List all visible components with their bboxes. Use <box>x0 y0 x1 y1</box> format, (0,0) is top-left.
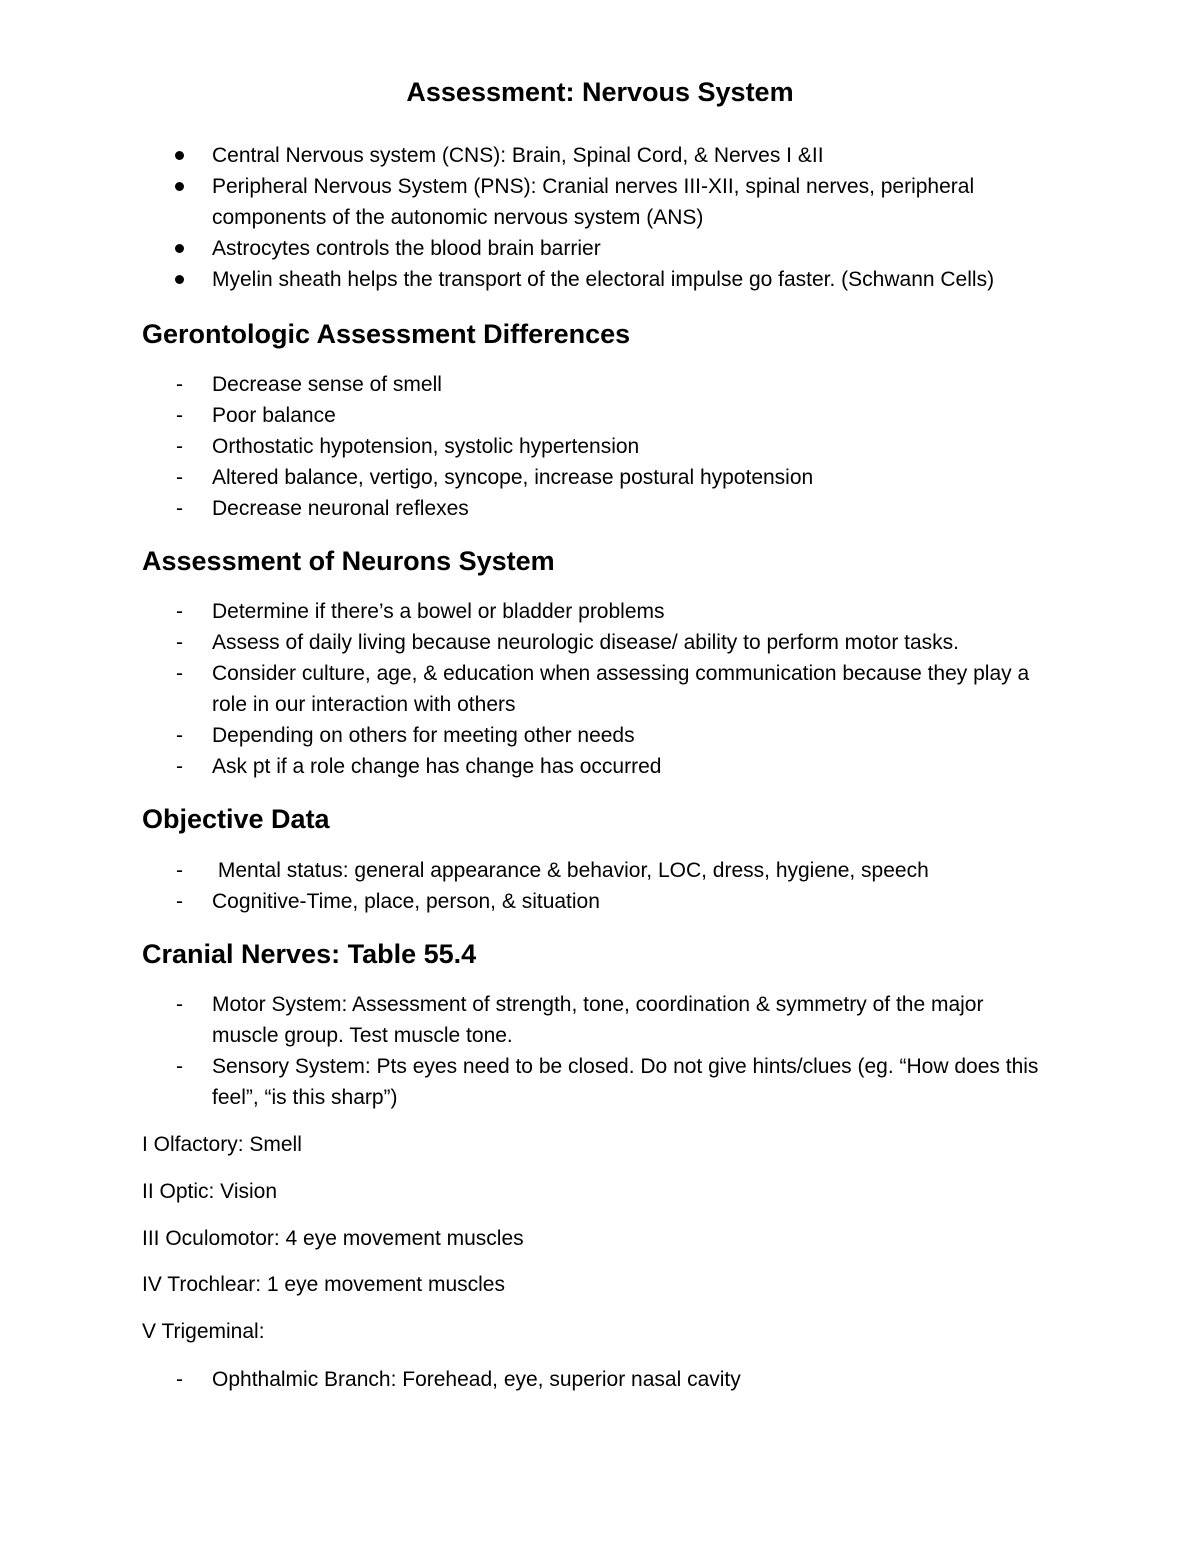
list-item <box>0 1051 1200 1113</box>
dash-marker: - <box>176 600 183 623</box>
list-item <box>0 751 1200 782</box>
list-item <box>0 431 1200 462</box>
list-item-text: Cognitive-Time, place, person, & situation <box>212 890 600 913</box>
bullet-icon <box>175 244 184 253</box>
trigeminal-list <box>0 1364 1200 1395</box>
bullet-icon <box>175 275 184 284</box>
list-item <box>0 1364 1200 1395</box>
dash-marker: - <box>176 373 183 396</box>
list-item <box>0 264 1200 295</box>
document-title: Assessment: Nervous System <box>406 77 794 107</box>
list-item-text: Mental status: general appearance & behavior, LOC, dress, hygiene, speech <box>212 859 929 882</box>
dash-marker: - <box>176 404 183 427</box>
list-item <box>0 400 1200 431</box>
list-item-text: Sensory System: Pts eyes need to be closed. Do not give hints/clues (eg. “How does this feel”, “is this sharp”) <box>212 1055 1039 1109</box>
list-item <box>0 233 1200 264</box>
list-item-text: Orthostatic hypotension, systolic hypertension <box>212 435 640 458</box>
section-heading-objective-data: Objective Data <box>142 804 330 834</box>
dash-marker: - <box>176 890 183 913</box>
list-item <box>0 720 1200 751</box>
list-item-text: Astrocytes controls the blood brain barrier <box>212 237 601 260</box>
gerontologic-list <box>0 369 1200 524</box>
list-item <box>0 596 1200 627</box>
nerve-line-trochlear: IV Trochlear: 1 eye movement muscles <box>142 1273 505 1296</box>
list-item <box>0 989 1200 1051</box>
dash-marker: - <box>176 435 183 458</box>
dash-marker: - <box>176 993 183 1016</box>
nerve-line-oculomotor: III Oculomotor: 4 eye movement muscles <box>142 1227 524 1250</box>
list-item <box>0 493 1200 524</box>
list-item-text: Ask pt if a role change has change has occurred <box>212 755 662 778</box>
dash-marker: - <box>176 1368 183 1391</box>
list-item-text: Myelin sheath helps the transport of the electoral impulse go faster. (Schwann Cells) <box>212 268 995 291</box>
list-item-text: Poor balance <box>212 404 336 427</box>
dash-marker: - <box>176 1055 183 1078</box>
list-item-text: Motor System: Assessment of strength, tone, coordination & symmetry of the major muscle group. Test muscle tone. <box>212 993 984 1047</box>
list-item-text: Peripheral Nervous System (PNS): Cranial nerves III-XII, spinal nerves, peripheral components of the autonomic nervous system (ANS) <box>212 175 975 229</box>
dash-marker: - <box>176 497 183 520</box>
list-item-text: Decrease neuronal reflexes <box>212 497 469 520</box>
list-item-text: Depending on others for meeting other needs <box>212 724 635 747</box>
dash-marker: - <box>176 724 183 747</box>
list-item <box>0 140 1200 171</box>
list-item-text: Assess of daily living because neurologic disease/ ability to perform motor tasks. <box>212 631 960 654</box>
nerve-line-trigeminal: V Trigeminal: <box>142 1320 265 1343</box>
section-heading-gerontologic: Gerontologic Assessment Differences <box>142 319 631 349</box>
list-item <box>0 658 1200 720</box>
list-item-text: Ophthalmic Branch: Forehead, eye, superior nasal cavity <box>212 1368 741 1391</box>
list-item <box>0 886 1200 917</box>
dash-marker: - <box>176 755 183 778</box>
list-item <box>0 627 1200 658</box>
dash-marker: - <box>176 631 183 654</box>
list-item-text: Consider culture, age, & education when assessing communication because they play a role in our interaction with others <box>212 662 1030 716</box>
dash-marker: - <box>176 859 183 882</box>
intro-bullet-list <box>0 140 1200 295</box>
nerve-line-optic: II Optic: Vision <box>142 1180 278 1203</box>
list-item-text: Altered balance, vertigo, syncope, increase postural hypotension <box>212 466 814 489</box>
list-item-text: Central Nervous system (CNS): Brain, Spinal Cord, & Nerves I &II <box>212 144 824 167</box>
dash-marker: - <box>176 662 183 685</box>
list-item <box>0 855 1200 886</box>
neurons-list <box>0 596 1200 782</box>
dash-marker: - <box>176 466 183 489</box>
bullet-icon <box>175 182 184 191</box>
section-heading-cranial-nerves: Cranial Nerves: Table 55.4 <box>142 939 477 969</box>
list-item-text: Decrease sense of smell <box>212 373 442 396</box>
cranial-nerves-list <box>0 989 1200 1113</box>
nerve-line-olfactory: I Olfactory: Smell <box>142 1133 302 1156</box>
objective-data-list <box>0 855 1200 917</box>
list-item <box>0 369 1200 400</box>
list-item <box>0 462 1200 493</box>
list-item <box>0 171 1200 233</box>
section-heading-neurons: Assessment of Neurons System <box>142 546 555 576</box>
list-item-text: Determine if there’s a bowel or bladder problems <box>212 600 665 623</box>
bullet-icon <box>175 151 184 160</box>
